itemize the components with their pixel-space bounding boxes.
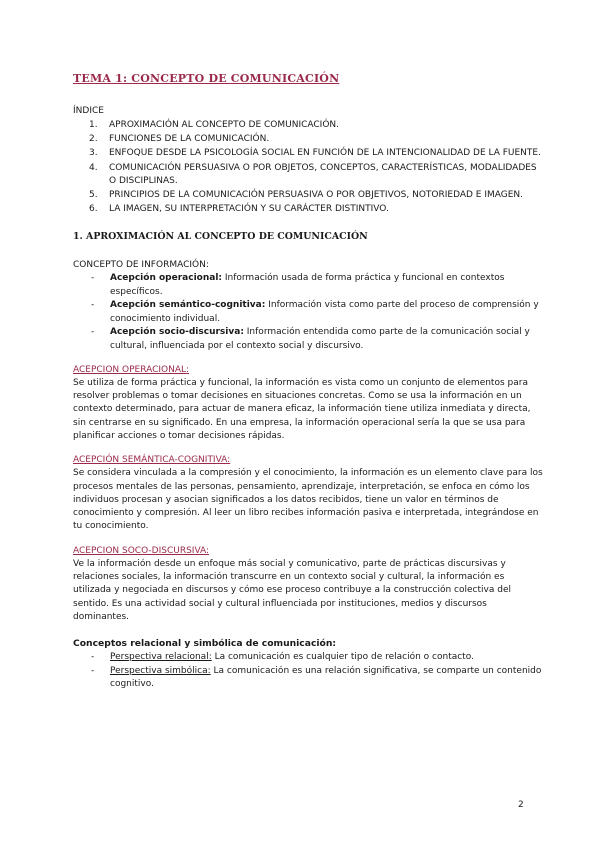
document-page (73, 72, 543, 692)
subsection-title: ACEPCIÓN SEMÁNTICA-COGNITIVA: (73, 455, 231, 466)
acepciones-list (73, 272, 543, 353)
toc-item: 2. FUNCIONES DE LA COMUNICACIÓN. (89, 134, 270, 145)
document-title: TEMA 1: CONCEPTO DE COMUNICACIÓN (73, 72, 340, 85)
toc-item: 6. LA IMAGEN, SU INTERPRETACIÓN Y SU CARÁCTER DISTINTIVO. (89, 203, 389, 214)
list-item: - Perspectiva relacional: La comunicación es cualquier tipo de relación o contacto. (91, 652, 474, 663)
toc-item: 1. APROXIMACIÓN AL CONCEPTO DE COMUNICACIÓN. (89, 120, 340, 130)
paragraph: Se utiliza de forma práctica y funcional, la información es vista como un conjunto de elementos para resolver problemas o tomar decisiones en situaciones concretas. Como se usa la información en un contexto determinado, para actuar de manera eficaz, la información tiene utiliza inmediata y directa, sin centrarse en su significado. En una empresa, la información operacional sería la que se usa para planificar acciones o tomar decisiones rápidas. (73, 377, 531, 441)
list-item: - Acepción semántico-cognitiva: Información vista como parte del proceso de comprensión y conocimiento individual. (91, 300, 539, 324)
info-concept-label: CONCEPTO DE INFORMACIÓN: (73, 259, 209, 270)
list-item: - Perspectiva simbólica: La comunicación es una relación significativa, se comparte un contenido cognitivo. (91, 665, 542, 690)
page-number: 2 (518, 800, 524, 810)
section-heading: 1. APROXIMACIÓN AL CONCEPTO DE COMUNICACIÓN (73, 230, 368, 242)
paragraph: Se considera vinculada a la compresión y el conocimiento, la información es un elemento clave para los procesos mentales de las personas, pensamiento, aprendizaje, interpretación, se enfoca en cómo los individuos procesan y asocian significados a los datos recibidos, tiene un valor en términos de conocimiento y compresión. Al leer un libro recibes información pasiva e interpretada, integrándose en tu conocimiento. (73, 468, 543, 532)
subsection-title: ACEPCION OPERACIONAL: (73, 364, 190, 375)
list-item: - Acepción operacional: Información usada de forma práctica y funcional en contextos específicos. (91, 273, 505, 297)
concepts-list (73, 651, 543, 691)
concepts-heading: Conceptos relacional y simbólica de comunicación: (73, 638, 337, 650)
paragraph: Ve la información desde un enfoque más social y comunicativo, parte de prácticas discursivas y relaciones sociales, la información transcurre en un contexto social y cultural, la información es utilizada y negociada en discursos y cómo ese proceso contribuye a la construcción colectiva del sentido. Es una actividad social y cultural influenciada por instituciones, medios y discursos dominantes. (73, 558, 511, 622)
list-item: - Acepción socio-discursiva: Información entendida como parte de la comunicación social y cultural, influenciada por el contexto social y discursivo. (91, 327, 530, 351)
toc-item: 4. COMUNICACIÓN PERSUASIVA O POR OBJETOS, CONCEPTOS, CARACTERÍSTICAS, MODALIDADES O DISCIPLINAS. (89, 162, 537, 186)
index-label: ÍNDICE (73, 106, 104, 116)
table-of-contents (73, 119, 543, 216)
toc-item: 5. PRINCIPIOS DE LA COMUNICACIÓN PERSUASIVA O POR OBJETIVOS, NOTORIEDAD E IMAGEN. (89, 189, 524, 200)
toc-item: 3. ENFOQUE DESDE LA PSICOLOGÍA SOCIAL EN FUNCIÓN DE LA INTENCIONALIDAD DE LA FUENTE. (89, 148, 541, 159)
subsection-title: ACEPCION SOCO-DISCURSIVA: (73, 545, 210, 556)
